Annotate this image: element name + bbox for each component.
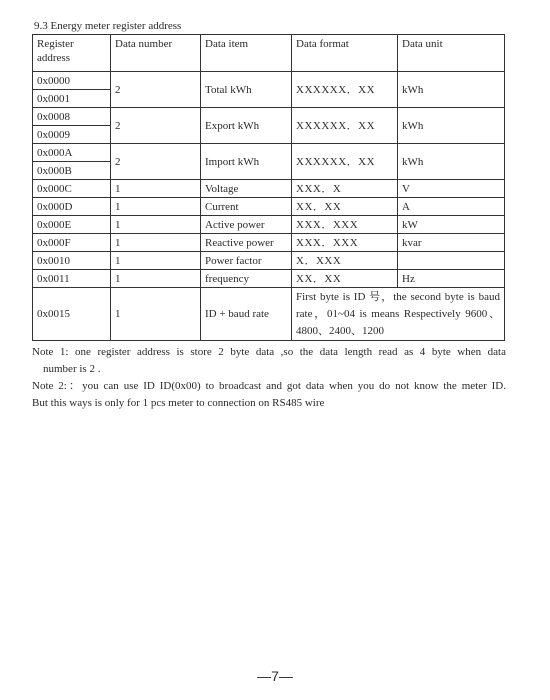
note-2-line-2: But this ways is only for 1 pcs meter to connection on RS485 wire bbox=[32, 397, 325, 409]
data-unit-cell: Hz bbox=[398, 270, 505, 288]
register-address-cell: 0x0015 bbox=[33, 288, 111, 341]
data-item-cell: Total kWh bbox=[201, 72, 292, 108]
register-address-cell: 0x000D bbox=[33, 198, 111, 216]
register-address-cell: 0x0000 bbox=[33, 72, 111, 90]
data-unit-cell bbox=[398, 252, 505, 270]
data-unit-cell: kWh bbox=[398, 72, 505, 108]
note-1-line-1: Note 1: one register address is store 2 byte data ,so the data length read as 4 byte when data bbox=[32, 346, 506, 358]
header-data-unit: Data unit bbox=[398, 35, 505, 72]
data-format-cell: XXXXXX．XX bbox=[292, 144, 398, 180]
table-row bbox=[33, 288, 505, 341]
data-number-cell: 1 bbox=[111, 270, 201, 288]
register-address-cell: 0x0001 bbox=[33, 90, 111, 108]
register-address-cell: 0x000F bbox=[33, 234, 111, 252]
data-unit-cell: kvar bbox=[398, 234, 505, 252]
note-1-line-2: number is 2 . bbox=[43, 363, 101, 375]
header-data-item: Data item bbox=[201, 35, 292, 72]
notes-section bbox=[32, 344, 506, 412]
data-format-description-cell: First byte is ID 号，the second byte is baud rate，01~04 is means Respectively 9600、4800、2400、1200 bbox=[292, 288, 505, 341]
header-data-number: Data number bbox=[111, 35, 201, 72]
data-format-cell: XXXXXX．XX bbox=[292, 108, 398, 144]
table-row bbox=[33, 108, 505, 126]
data-number-cell: 2 bbox=[111, 72, 201, 108]
data-item-cell: Current bbox=[201, 198, 292, 216]
page-number: —7— bbox=[257, 668, 293, 684]
data-unit-cell: kWh bbox=[398, 144, 505, 180]
data-format-cell: XX．XX bbox=[292, 270, 398, 288]
register-address-cell: 0x000B bbox=[33, 162, 111, 180]
data-format-cell: XXX．XXX bbox=[292, 216, 398, 234]
data-unit-cell: V bbox=[398, 180, 505, 198]
table-row bbox=[33, 144, 505, 162]
note-1 bbox=[32, 344, 506, 378]
table-row bbox=[33, 270, 505, 288]
data-format-cell: XX．XX bbox=[292, 198, 398, 216]
table-row bbox=[33, 198, 505, 216]
data-number-cell: 1 bbox=[111, 180, 201, 198]
data-format-cell: XXX．X bbox=[292, 180, 398, 198]
register-address-cell: 0x0011 bbox=[33, 270, 111, 288]
data-format-cell: XXX．XXX bbox=[292, 234, 398, 252]
note-2-line-1: Note 2:：you can use ID ID(0x00) to broadcast and got data when you do not know the meter ID. bbox=[32, 380, 506, 392]
table-row bbox=[33, 180, 505, 198]
register-address-cell: 0x0010 bbox=[33, 252, 111, 270]
register-address-table bbox=[32, 34, 505, 341]
data-number-cell: 2 bbox=[111, 108, 201, 144]
table-header-row bbox=[33, 35, 505, 72]
data-item-cell: Reactive power bbox=[201, 234, 292, 252]
data-format-cell: XXXXXX．XX bbox=[292, 72, 398, 108]
data-unit-cell: kWh bbox=[398, 108, 505, 144]
data-unit-cell: kW bbox=[398, 216, 505, 234]
table-row bbox=[33, 234, 505, 252]
data-number-cell: 1 bbox=[111, 198, 201, 216]
data-item-cell: Power factor bbox=[201, 252, 292, 270]
data-unit-cell: A bbox=[398, 198, 505, 216]
data-number-cell: 1 bbox=[111, 216, 201, 234]
section-title: 9.3 Energy meter register address bbox=[34, 20, 182, 32]
data-number-cell: 1 bbox=[111, 288, 201, 341]
note-2 bbox=[32, 378, 506, 412]
table-row bbox=[33, 216, 505, 234]
data-item-cell: ID + baud rate bbox=[201, 288, 292, 341]
register-address-cell: 0x0009 bbox=[33, 126, 111, 144]
data-item-cell: Import kWh bbox=[201, 144, 292, 180]
header-data-format: Data format bbox=[292, 35, 398, 72]
data-item-cell: Export kWh bbox=[201, 108, 292, 144]
register-address-cell: 0x000C bbox=[33, 180, 111, 198]
header-register-address: Register address bbox=[33, 35, 111, 72]
register-address-cell: 0x000A bbox=[33, 144, 111, 162]
data-item-cell: frequency bbox=[201, 270, 292, 288]
register-address-cell: 0x000E bbox=[33, 216, 111, 234]
data-number-cell: 2 bbox=[111, 144, 201, 180]
table-row bbox=[33, 252, 505, 270]
data-item-cell: Voltage bbox=[201, 180, 292, 198]
data-item-cell: Active power bbox=[201, 216, 292, 234]
table-row bbox=[33, 72, 505, 90]
register-address-cell: 0x0008 bbox=[33, 108, 111, 126]
data-format-cell: X．XXX bbox=[292, 252, 398, 270]
data-number-cell: 1 bbox=[111, 234, 201, 252]
data-number-cell: 1 bbox=[111, 252, 201, 270]
